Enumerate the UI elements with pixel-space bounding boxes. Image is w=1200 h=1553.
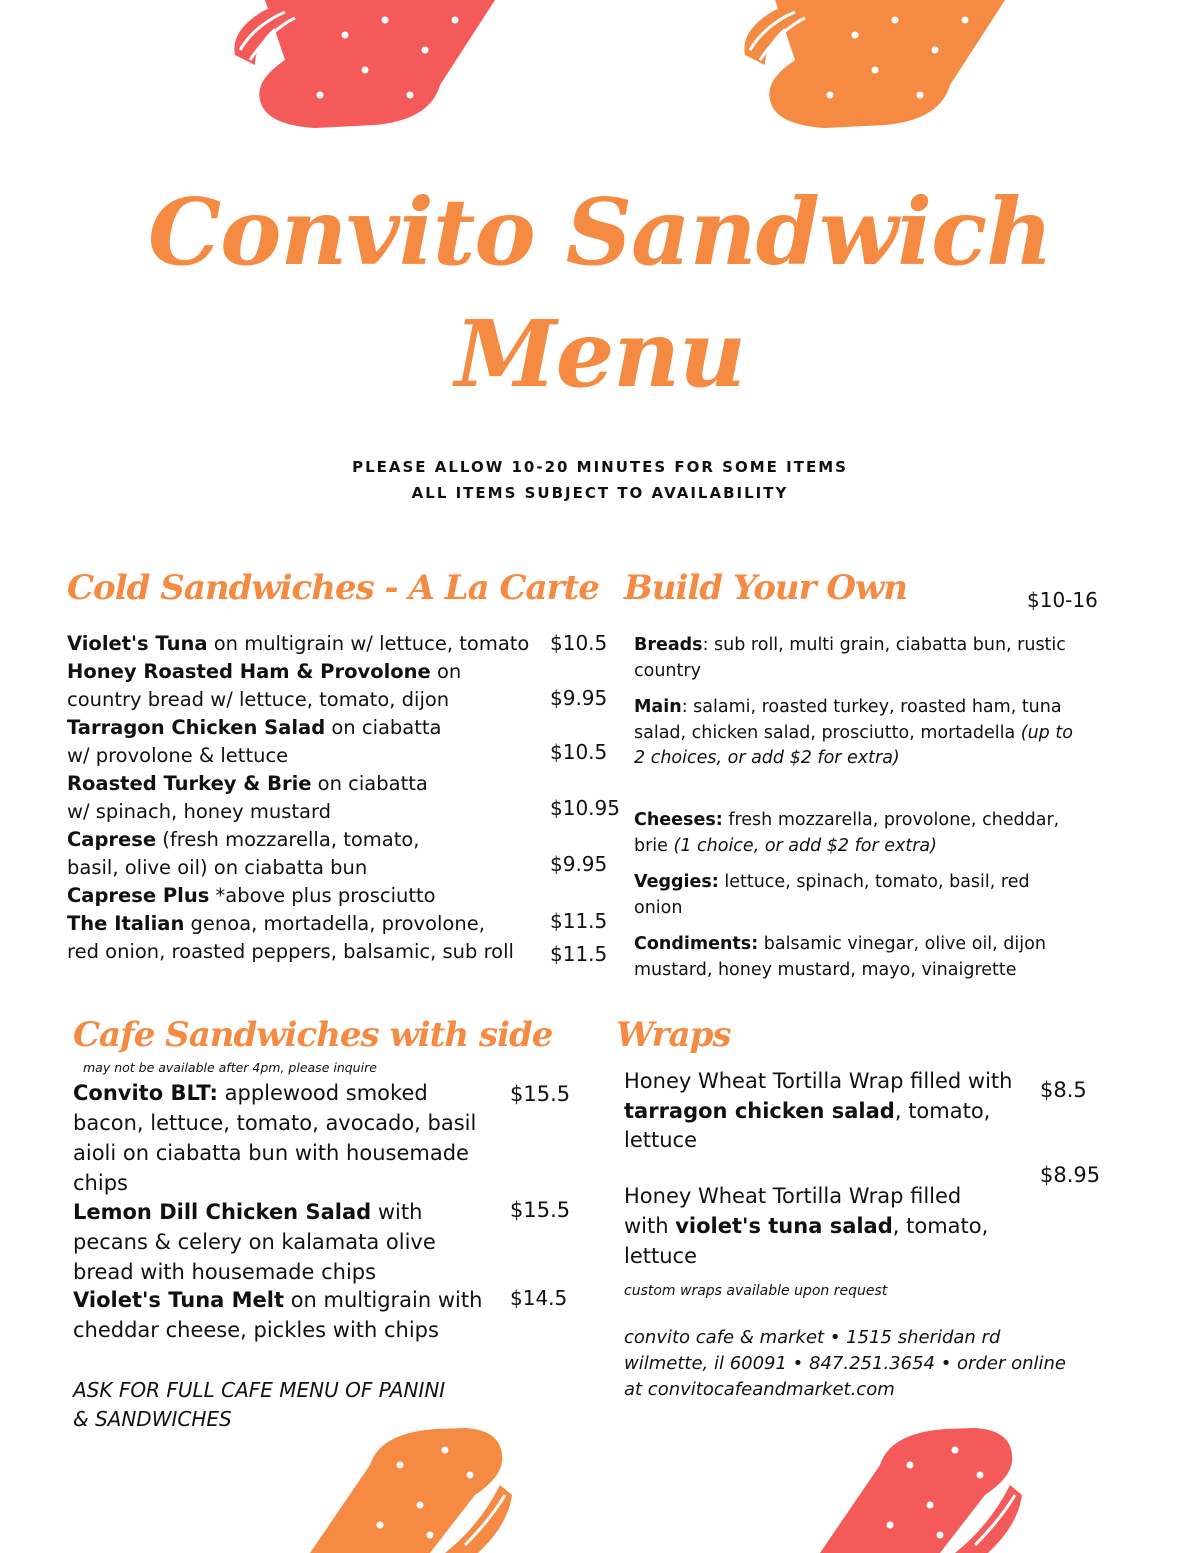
menu-item-description: w/ spinach, honey mustard <box>67 800 332 823</box>
sandwich-illustration-bottom-left <box>250 1425 520 1553</box>
menu-item-description: country bread w/ lettuce, tomato, dijon <box>67 688 450 711</box>
build-your-own-price: $10-16 <box>1027 588 1098 612</box>
byo-cheeses: Cheeses: fresh mozzarella, provolone, cheddar, brie (1 choice, or add $2 for extra) <box>634 810 1060 856</box>
menu-item: Caprese Plus *above plus prosciutto <box>67 884 436 907</box>
menu-item: The Italian genoa, mortadella, provolone, <box>67 912 485 935</box>
wrap-item-description: with violet's tuna salad, tomato, <box>624 1214 989 1238</box>
full-menu-note-line2: & SANDWICHES <box>73 1407 232 1431</box>
byo-veggies: Veggies: lettuce, spinach, tomato, basil, red onion <box>634 872 1030 918</box>
item-price: $10.5 <box>550 740 608 764</box>
menu-item: Tarragon Chicken Salad on ciabatta <box>67 716 442 739</box>
wrap-item-description: lettuce <box>624 1128 697 1152</box>
menu-item-description: basil, olive oil) on ciabatta bun <box>67 856 368 879</box>
item-price: $14.5 <box>510 1286 568 1310</box>
wrap-item-description: lettuce <box>624 1244 697 1268</box>
wraps-heading: Wraps <box>616 1015 731 1055</box>
wrap-item: Honey Wheat Tortilla Wrap filled with <box>624 1069 1013 1093</box>
item-price: $8.5 <box>1040 1078 1087 1102</box>
wrap-item-description: tarragon chicken salad, tomato, <box>624 1099 991 1123</box>
menu-item: Violet's Tuna on multigrain w/ lettuce, tomato <box>67 632 530 655</box>
item-price: $15.5 <box>510 1198 571 1222</box>
menu-item-description: red onion, roasted peppers, balsamic, sub roll <box>67 940 514 963</box>
full-menu-note-line1: ASK FOR FULL CAFE MENU OF PANINI <box>73 1378 446 1402</box>
byo-breads: Breads: sub roll, multi grain, ciabatta bun, rustic country <box>634 635 1066 681</box>
item-price: $15.5 <box>510 1082 571 1106</box>
menu-item-description: pecans & celery on kalamata olive <box>73 1230 436 1254</box>
sandwich-illustration-top-right <box>735 0 1015 130</box>
cafe-sandwiches-heading: Cafe Sandwiches with side <box>73 1015 553 1055</box>
build-your-own-heading: Build Your Own <box>624 568 907 608</box>
item-price: $11.5 <box>550 942 608 966</box>
menu-item-description: bacon, lettuce, tomato, avocado, basil <box>73 1111 477 1135</box>
item-price: $10.95 <box>550 796 620 820</box>
sandwich-illustration-bottom-right <box>760 1425 1030 1553</box>
cafe-availability-note: may not be available after 4pm, please inquire <box>83 1060 377 1075</box>
item-price: $10.5 <box>550 631 608 655</box>
menu-item: Roasted Turkey & Brie on ciabatta <box>67 772 428 795</box>
wrap-item: Honey Wheat Tortilla Wrap filled <box>624 1184 962 1208</box>
item-price: $8.95 <box>1040 1163 1101 1187</box>
byo-main: Main: salami, roasted turkey, roasted ham, tuna salad, chicken salad, prosciutto, mortadella (up to 2 choices, or add $2 for extra) <box>634 697 1073 768</box>
menu-title-line2: Menu <box>454 300 746 408</box>
menu-title-line1: Convito Sandwich <box>147 178 1053 286</box>
sandwich-illustration-top-left <box>225 0 505 130</box>
menu-item: Violet's Tuna Melt on multigrain with <box>73 1288 483 1312</box>
menu-item: Lemon Dill Chicken Salad with <box>73 1200 423 1224</box>
menu-item: Honey Roasted Ham & Provolone on <box>67 660 462 683</box>
item-price: $9.95 <box>550 852 608 876</box>
menu-item: Caprese (fresh mozzarella, tomato, <box>67 828 420 851</box>
custom-wraps-note: custom wraps available upon request <box>624 1283 888 1299</box>
menu-item-description: bread with housemade chips <box>73 1260 377 1284</box>
footer-address-line1: convito cafe & market • 1515 sheridan rd <box>624 1327 1001 1348</box>
footer-address-line2: wilmette, il 60091 • 847.251.3654 • order online <box>624 1353 1066 1374</box>
menu-item-description: aioli on ciabatta bun with housemade <box>73 1141 469 1165</box>
notice-wait-time: PLEASE ALLOW 10-20 MINUTES FOR SOME ITEMS <box>352 458 848 476</box>
cold-sandwiches-heading: Cold Sandwiches - A La Carte <box>67 568 599 608</box>
menu-item-description: cheddar cheese, pickles with chips <box>73 1318 439 1342</box>
item-price: $9.95 <box>550 686 608 710</box>
menu-item-description: chips <box>73 1171 128 1195</box>
byo-condiments: Condiments: balsamic vinegar, olive oil, dijon mustard, honey mustard, mayo, vinaigrette <box>634 934 1046 980</box>
notice-availability: ALL ITEMS SUBJECT TO AVAILABILITY <box>411 484 789 502</box>
menu-item: Convito BLT: applewood smoked <box>73 1081 428 1105</box>
item-price: $11.5 <box>550 909 608 933</box>
menu-item-description: w/ provolone & lettuce <box>67 744 289 767</box>
footer-website: at convitocafeandmarket.com <box>624 1379 895 1400</box>
